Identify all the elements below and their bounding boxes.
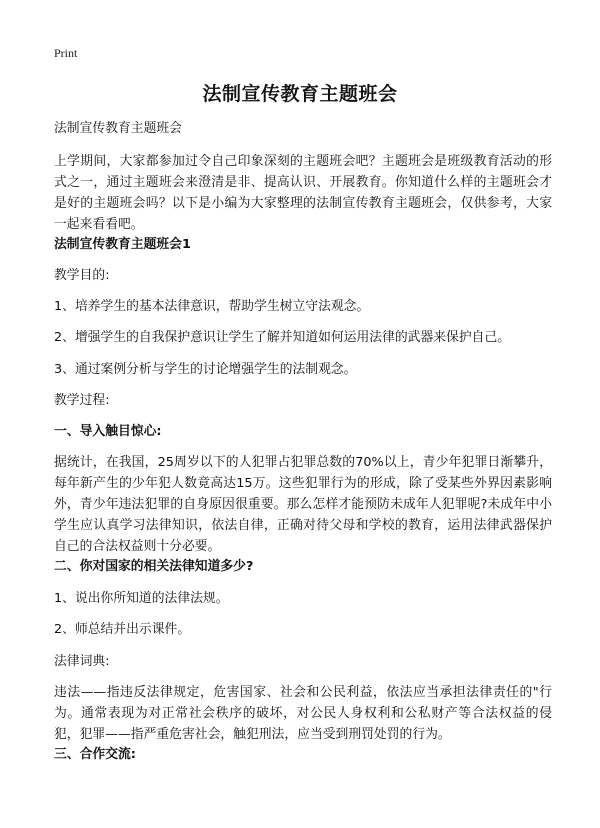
- print-label[interactable]: Print: [54, 46, 78, 60]
- goals-label: 教学目的:: [54, 268, 110, 283]
- section-heading-1: 法制宣传教育主题班会1: [54, 237, 191, 252]
- document-title: 法制宣传教育主题班会: [202, 83, 398, 105]
- intro-paragraph: 上学期间，大家都参加过令自己印象深刻的主题班会吧？主题班会是班级教育活动的形式之一，通过主题班会来澄清是非、提高认识、开展教育。你知道什么样的主题班会才是好的主题班会吗？以下是小编为大家整理的法制宣传教育主题班会，仅供参考，大家一起来看看吧。: [54, 154, 552, 232]
- glossary-paragraph: 违法——指违反法律规定，危害国家、社会和公民利益，依法应当承担法律责任的"行为。通常表现为对正常社会秩序的破坏，对公民人身权利和公私财产等合法权益的侵犯，犯罪——指严重危害社会，触犯刑法，应当受到刑罚处罚的行为。: [54, 685, 552, 742]
- document-subtitle: 法制宣传教育主题班会: [54, 121, 182, 136]
- goal-item-2: 2、增强学生的自我保护意识让学生了解并知道如何运用法律的武器来保护自己。: [54, 330, 511, 345]
- part3-heading: 三、合作交流:: [54, 747, 136, 762]
- part2-heading: 二、你对国家的相关法律知道多少?: [54, 559, 254, 574]
- goal-item-3: 3、通过案例分析与学生的讨论增强学生的法制观念。: [54, 362, 357, 377]
- part2-item-1: 1、说出你所知道的法律法规。: [54, 591, 229, 606]
- part2-item-2: 2、师总结并出示课件。: [54, 622, 191, 637]
- part1-heading: 一、导入触目惊心:: [54, 424, 162, 439]
- glossary-label: 法律词典:: [54, 654, 110, 669]
- process-label: 教学过程:: [54, 393, 110, 408]
- goal-item-1: 1、培养学生的基本法律意识，帮助学生树立守法观念。: [54, 299, 370, 314]
- part1-paragraph: 据统计，在我国，25周岁以下的人犯罪占犯罪总数的70%以上，青少年犯罪日渐攀升，每年新产生的少年犯人数竟高达15万。这些犯罪行为的形成，除了受某些外界因素影响外，青少年违法犯罪的自身原因很重要。那么怎样才能预防未成年人犯罪呢?未成年中小学生应认真学习法律知识，依法自律，正确对待父母和学校的教育，运用法律武器保护自己的合法权益则十分必要。: [54, 455, 552, 554]
